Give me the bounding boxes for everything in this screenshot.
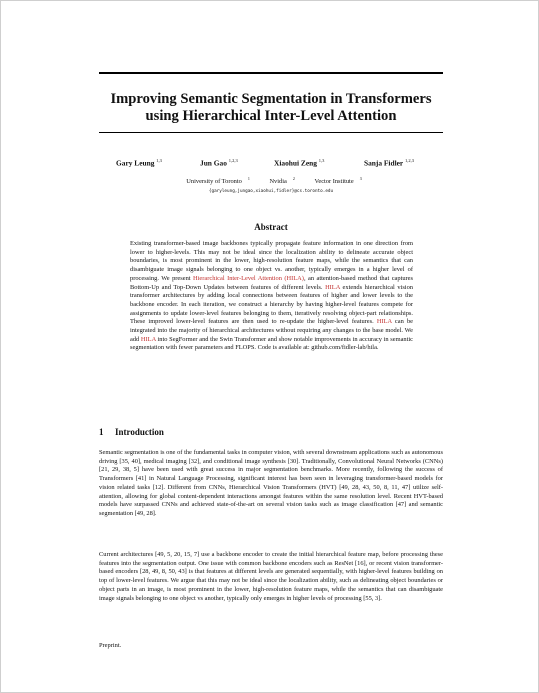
affiliation-3 [308,178,361,185]
abstract-text: , an attention-based method that captures Bottom-Up and Top-Down Updates between features of different levels. [130,274,413,291]
author-affil-marker: 1,3 [318,158,325,163]
abstract-body [130,240,413,353]
author-3 [274,158,324,167]
abstract-heading: Abstract [254,222,288,232]
abstract-text: into SegFormer and the Swin Transformer and show notable improvements in accuracy in semantic segmentation with fewer parameters and FLOPS. Code is available at: github.com/fidler-lab/hila. [130,335,413,352]
abstract-text: can be integrated into the majority of hierarchical architectures without requiring any changes to the base model. We add [130,318,413,343]
author-emails: {garyleung,jungao,xiaohui,fidler}@cs.toronto.edu [208,189,334,194]
intro-paragraph-1: Semantic segmentation is one of the fundamental tasks in computer vision, with several downstream applications such as autonomous driving [35, 40], medical imaging [32], and conditional image synthesis [30]. Traditionally, Convolutional Neural Networks (CNNs) [21, 29, 38, 5] have been used with great success in major segmentation benchmarks. More recently, following the success of Transformers [41] in Natural Language Processing, significant interest has been seen in leveraging transformer-based models for vision related tasks [12]. Different from CNNs, Hierarchical Vision Transformers (HVT) [49, 28, 43, 50, 8, 11, 47] utilize self-attention, allowing for global content-dependent interactions amongst features within the same resolution level. Recent HVT-based models have surpassed CNNs and achieved state-of-the-art on several vision tasks such as image classification [47] and semantic segmentation [49, 28]. [99,449,443,517]
author-affil-marker: 1,2,3 [228,158,238,163]
abstract-text: extends hierarchical vision transformer architectures by adding local connections between features of higher and lower levels to the backbone encoder. In each iteration, we construct a hierarchy by having higher-level features compete for assignments to update lower-level features belonging to them, iteratively resolving object-part relationships. These improved lower-level features are then used to re-update the higher-level features. [130,283,413,326]
abstract-text: Existing transformer-based image backbones typically propagate feature information in one direction from lower to higher-levels. This may not be ideal since the localization ability to delineate accurate object boundaries, is most prominent in the lower, high-resolution feature maps, while the semantics that can disambiguate image signals belonging to one object vs. another, typically emerges in a higher level of processing. We present [130,240,413,282]
preprint-footer: Preprint. [99,642,122,649]
author-affil-marker: 1,3 [156,158,162,163]
section-number: 1 [99,427,104,437]
author-affil-marker: 1,2,3 [404,158,414,163]
title-line-2: using Hierarchical Inter-Level Attention [145,108,397,124]
affiliation-2 [263,178,294,185]
affiliation-marker: 3 [359,176,362,181]
affiliations [99,176,443,185]
affiliation-marker: 2 [292,176,295,181]
intro-paragraph-2: Current architectures [49, 5, 20, 15, 7] use a backbone encoder to create the initial hierarchical feature map, before processing these features into the segmentation output. One issue with common backbone encoders such as ResNet [16], or recent vision transformer-based encoders [28, 49, 8, 50, 43] is that features at different levels are generated sequentially, with higher-level features building on top of lower-level features. We argue that this may not be ideal since the localization ability, such as delineating object boundaries or object parts in an image, is most prominent in the lower, high-resolution feature maps, while the semantics that can disambiguate image signals belonging to one object vs another, typically only emerges in higher levels of processing [55, 3]. [99,551,443,602]
affiliation-name: Nvidia [269,178,287,186]
author-4 [364,158,414,167]
abstract-link[interactable]: Hierarchical Inter-Level Attention (HILA) [193,274,304,282]
affiliation-name: Vector Institute [314,178,354,186]
section-title: Introduction [115,427,164,437]
title-rule-top [99,72,443,74]
author-name: Sanja Fidler [364,158,404,168]
author-name: Xiaohui Zeng [274,158,317,168]
author-name: Gary Leung [116,158,155,168]
affiliation-marker: 1 [247,176,250,181]
affiliation-name: University of Toronto [186,178,242,186]
author-name: Jun Gao [200,158,227,168]
author-2 [200,158,238,167]
abstract-link[interactable]: HILA [325,283,340,291]
paper-title [99,91,443,125]
affiliation-1 [180,178,250,185]
abstract-link[interactable]: HILA [140,335,156,343]
abstract-link[interactable]: HILA [376,318,392,326]
section-heading [99,427,443,437]
title-line-1: Improving Semantic Segmentation in Transformers [110,91,432,107]
author-1 [116,158,162,167]
title-rule-bottom [99,132,443,133]
